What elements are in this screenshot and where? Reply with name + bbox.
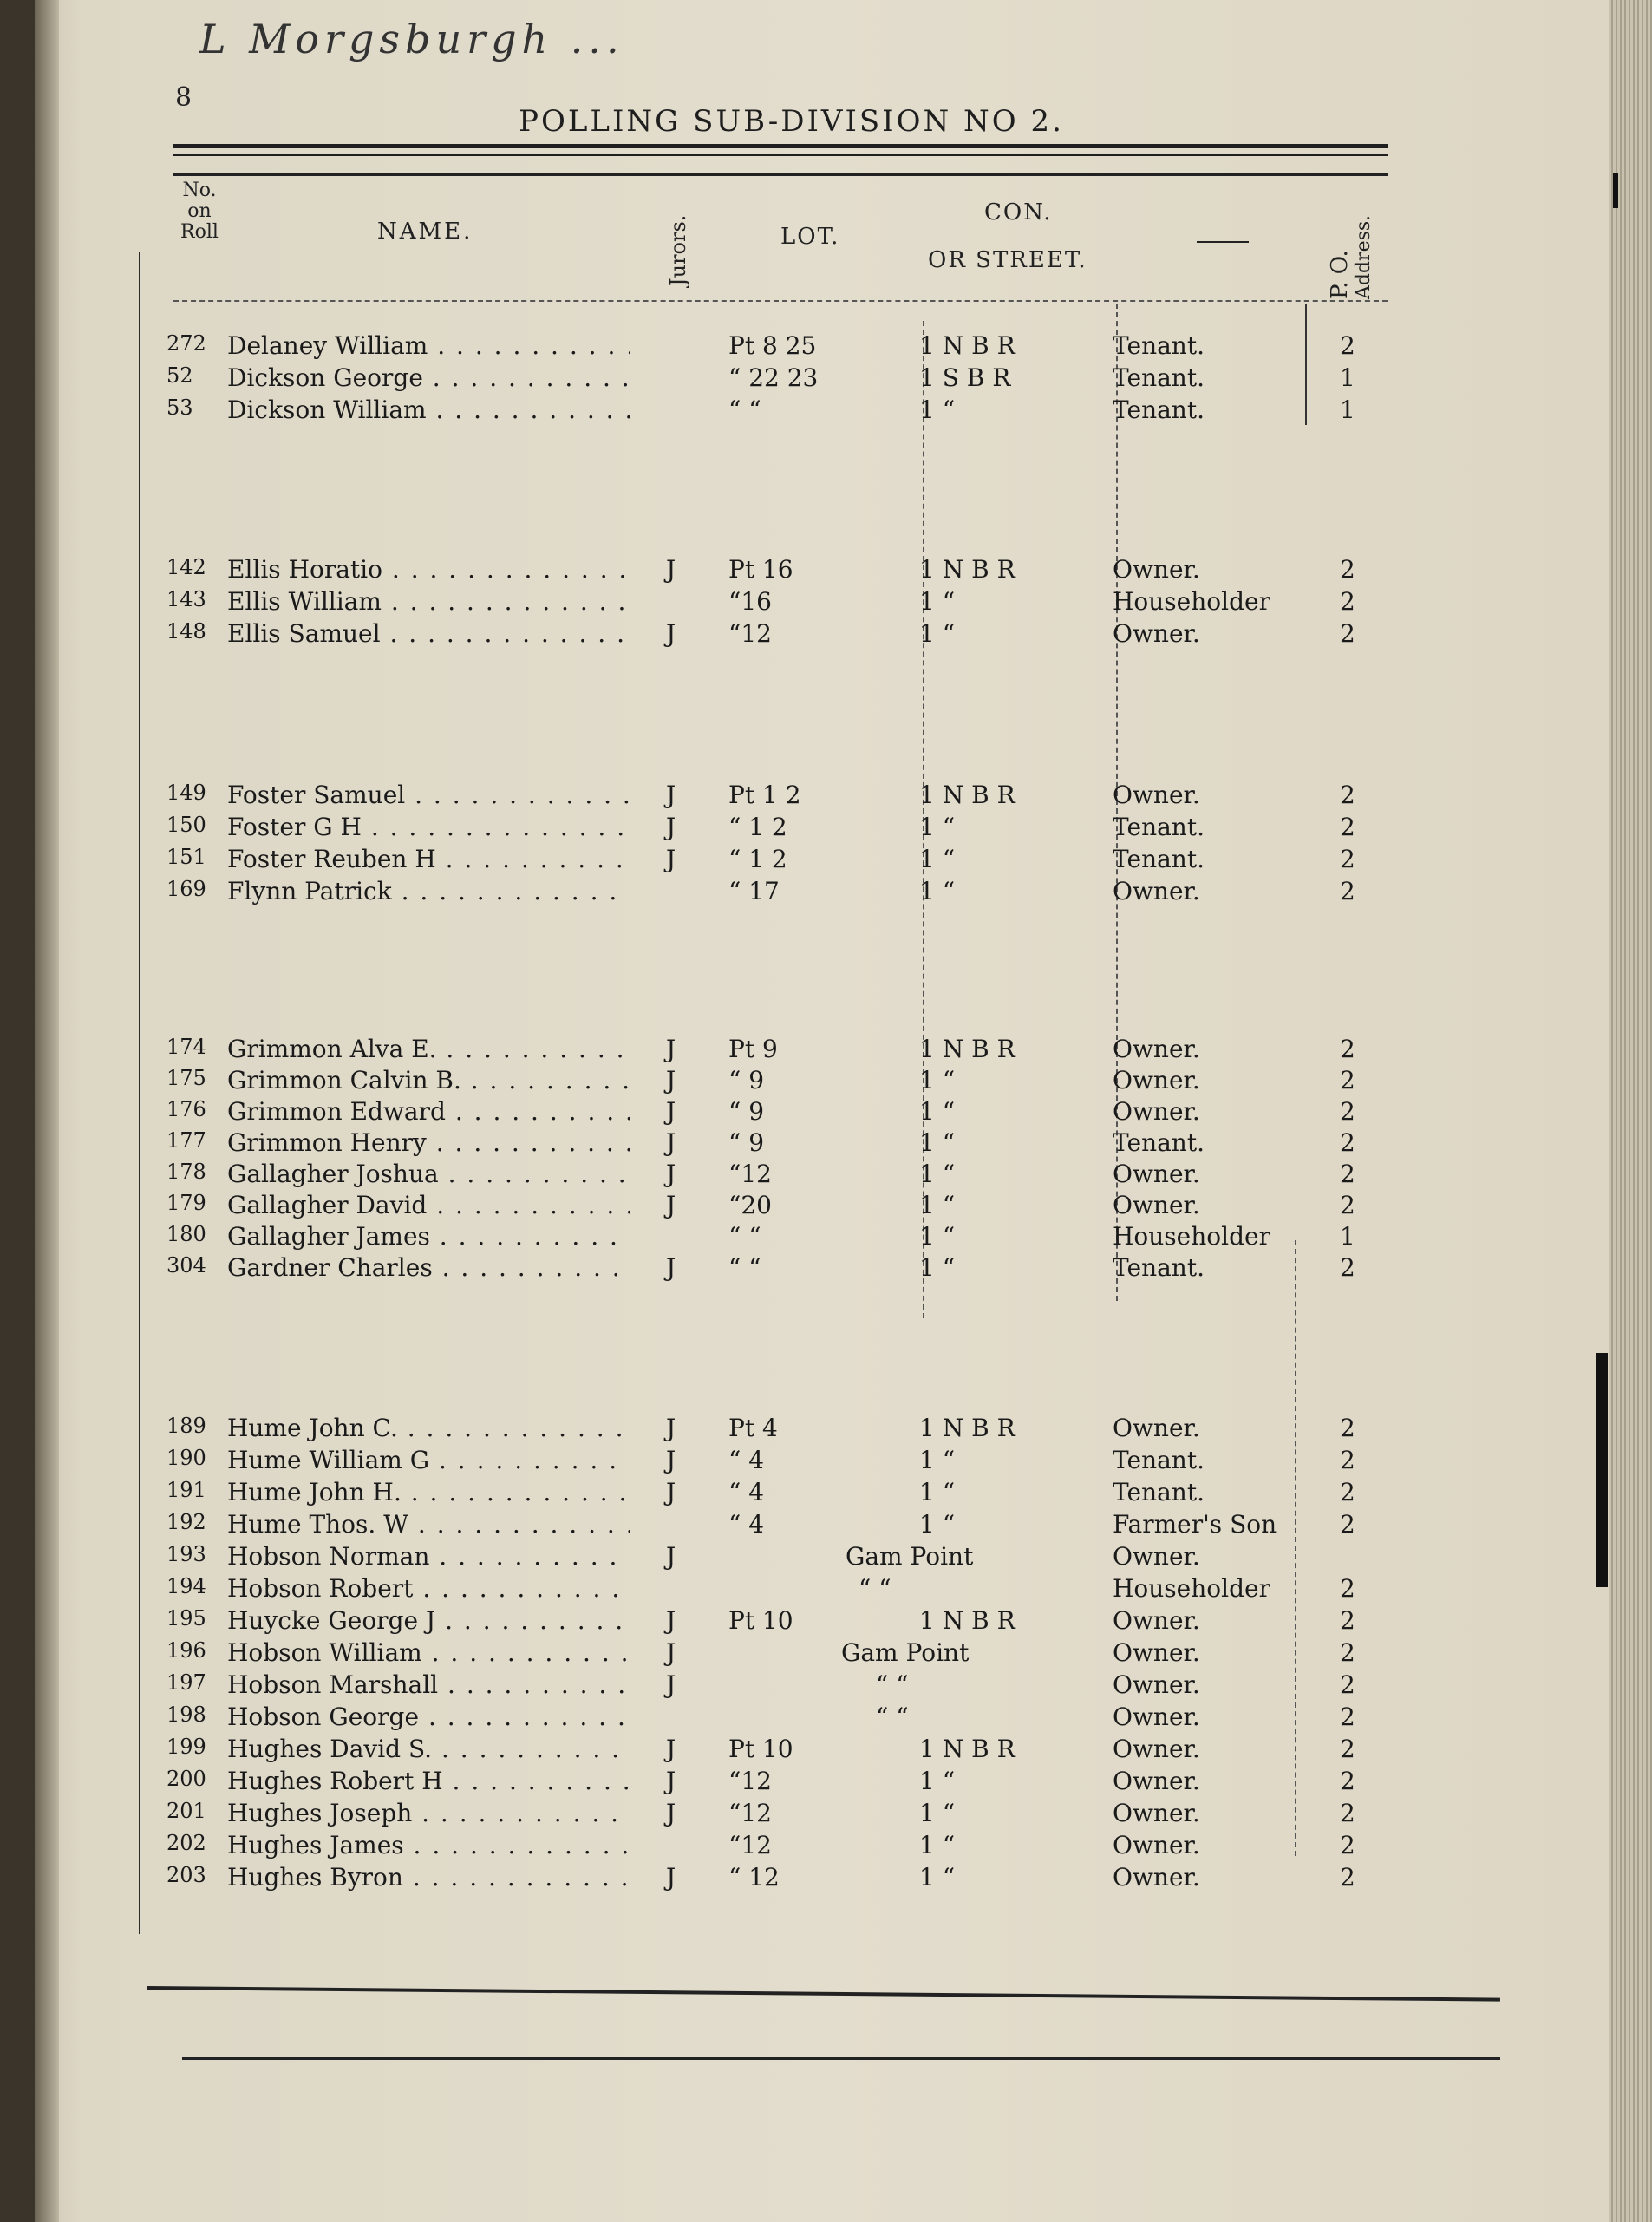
juror-mark: J [666,619,676,648]
concession: 1 “ [919,1831,956,1859]
po-address: 1 [1340,363,1355,392]
column-header-street: OR STREET. [928,247,1087,273]
voter-name: Foster Reuben H . . . [227,845,630,873]
roll-number: 149 [167,781,206,805]
roll-number: 53 [167,395,193,420]
po-address: 1 [1340,1222,1355,1251]
table-row [0,555,1583,586]
voter-name: Hobson Norman . . . [227,1542,630,1571]
juror-mark: J [666,1863,676,1892]
status: Owner. [1113,1702,1200,1731]
status: Owner. [1113,1606,1200,1635]
juror-mark: J [666,1799,676,1827]
concession: 1 “ [919,1799,956,1827]
status: Tenant. [1113,395,1205,424]
lot: Pt 10 [728,1606,793,1635]
po-address: 2 [1340,877,1355,905]
concession: Gam Point [841,1638,970,1667]
concession: 1 “ [919,845,956,873]
table-row [0,813,1583,844]
concession: 1 S B R [919,363,1011,392]
lot: Pt 4 [728,1414,778,1442]
table-row [0,877,1583,908]
status: Owner. [1113,1097,1200,1126]
concession: 1 “ [919,1253,956,1282]
status: Owner. [1113,1670,1200,1699]
concession: 1 “ [919,1222,956,1251]
lot: “ 1 2 [728,845,787,873]
page-edges [1609,0,1652,2222]
juror-mark: J [666,1670,676,1699]
table-row [0,619,1583,650]
table-row [0,587,1583,618]
po-address: 2 [1340,619,1355,648]
voter-name: Hobson George . . . [227,1702,630,1731]
roll-number: 203 [167,1863,206,1887]
lot: “ 4 [728,1510,765,1539]
table-row [0,1191,1583,1222]
status: Tenant. [1113,1128,1205,1157]
status: Owner. [1113,1767,1200,1795]
concession: 1 “ [919,877,956,905]
voter-name: Delaney William . . . [227,331,630,360]
table-row [0,1542,1583,1573]
voter-name: Grimmon Edward . . . [227,1097,630,1126]
column-header-roll: No. on Roll [180,180,219,243]
table-row [0,1702,1583,1734]
page-edge-mark [1613,173,1618,208]
roll-number: 304 [167,1253,206,1278]
concession: 1 “ [919,1097,956,1126]
status: Owner. [1113,1863,1200,1892]
voter-name: Hughes Byron . . . [227,1863,630,1892]
status: Owner. [1113,1035,1200,1063]
voter-name: Huycke George J . . . [227,1606,630,1635]
po-address: 2 [1340,1128,1355,1157]
lot: “ “ [728,1253,761,1282]
table-row [0,1574,1583,1605]
voter-name: Hobson Robert . . . [227,1574,630,1603]
lot: “ 9 [728,1097,765,1126]
po-address: 2 [1340,1510,1355,1539]
po-address: 2 [1340,1767,1355,1795]
concession: 1 N B R [919,1035,1015,1063]
juror-mark: J [666,1767,676,1795]
table-row [0,1066,1583,1097]
po-address: 2 [1340,1863,1355,1892]
roll-number: 193 [167,1542,206,1566]
lot: “ 1 2 [728,813,787,841]
voter-name: Gallagher James . . . [227,1222,630,1251]
table-row [0,1735,1583,1766]
po-address: 2 [1340,1160,1355,1188]
concession: 1 “ [919,587,956,616]
po-address: 2 [1340,1735,1355,1763]
roll-number: 201 [167,1799,206,1823]
lot: Pt 9 [728,1035,778,1063]
roll-number: 143 [167,587,206,611]
po-address: 2 [1340,587,1355,616]
lot: “12 [728,619,772,648]
concession: “ “ [876,1702,909,1731]
po-address: 2 [1340,1799,1355,1827]
table-row [0,1446,1583,1477]
concession: 1 N B R [919,331,1015,360]
roll-number: 180 [167,1222,206,1246]
status: Tenant. [1113,331,1205,360]
roll-number: 176 [167,1097,206,1121]
roll-number: 142 [167,555,206,579]
table-row [0,1767,1583,1798]
table-row [0,363,1583,395]
table-row [0,845,1583,876]
juror-mark: J [666,1160,676,1188]
roll-number: 190 [167,1446,206,1470]
roll-number: 148 [167,619,206,644]
voter-name: Ellis Samuel . . . [227,619,630,648]
status: Owner. [1113,781,1200,809]
voter-name: Flynn Patrick . . . [227,877,630,905]
voter-name: Hume William G . . . [227,1446,630,1474]
voter-name: Foster G H . . . [227,813,630,841]
status: Owner. [1113,877,1200,905]
concession: 1 “ [919,1863,956,1892]
voter-name: Dickson William . . . [227,395,630,424]
po-address: 2 [1340,1478,1355,1506]
roll-number: 150 [167,813,206,837]
header-bottom-rule [173,300,1388,303]
po-address: 2 [1340,1606,1355,1635]
voter-name: Foster Samuel . . . [227,781,630,809]
po-address: 2 [1340,1253,1355,1282]
juror-mark: J [666,1253,676,1282]
concession: 1 “ [919,1066,956,1095]
status: Tenant. [1113,1253,1205,1282]
juror-mark: J [666,1446,676,1474]
voter-name: Ellis William . . . [227,587,630,616]
roll-number: 272 [167,331,206,356]
voter-name: Hughes James . . . [227,1831,630,1859]
status: Owner. [1113,1160,1200,1188]
lot: “12 [728,1160,772,1188]
roll-number: 198 [167,1702,206,1727]
status: Owner. [1113,1799,1200,1827]
lot: “20 [728,1191,772,1219]
juror-mark: J [666,1606,676,1635]
juror-mark: J [666,1191,676,1219]
concession: 1 N B R [919,1735,1015,1763]
status: Tenant. [1113,1478,1205,1506]
roll-number: 199 [167,1735,206,1759]
status: Householder [1113,587,1270,616]
po-address: 2 [1340,1191,1355,1219]
status: Owner. [1113,555,1200,584]
column-header-po: P. O. [1327,250,1353,299]
table-row [0,1863,1583,1894]
lot: “12 [728,1799,772,1827]
concession: 1 “ [919,1160,956,1188]
table-row [0,1222,1583,1253]
voter-name: Hobson Marshall . . . [227,1670,630,1699]
lot: “ 22 23 [728,363,819,392]
status: Owner. [1113,1066,1200,1095]
po-address: 2 [1340,1066,1355,1095]
lot: “ 4 [728,1478,765,1506]
juror-mark: J [666,1478,676,1506]
po-address: 2 [1340,1097,1355,1126]
roll-number: 179 [167,1191,206,1215]
juror-mark: J [666,1735,676,1763]
juror-mark: J [666,1035,676,1063]
concession: Gam Point [846,1542,974,1571]
concession: 1 N B R [919,1414,1015,1442]
po-address: 2 [1340,1670,1355,1699]
po-address: 1 [1340,395,1355,424]
voter-name: Hume John H. . . . [227,1478,630,1506]
roll-number: 191 [167,1478,206,1502]
lot: “ 4 [728,1446,765,1474]
lot: Pt 16 [728,555,793,584]
column-header-lot: LOT. [780,224,840,250]
voter-name: Dickson George . . . [227,363,630,392]
header-rule [173,173,1388,176]
lot: “ 9 [728,1128,765,1157]
roll-number: 194 [167,1574,206,1598]
concession: “ “ [876,1670,909,1699]
table-row [0,1799,1583,1830]
table-row [0,1606,1583,1637]
handwritten-note: L Morgsburgh ... [199,16,624,62]
juror-mark: J [666,1066,676,1095]
juror-mark: J [666,1128,676,1157]
roll-number: 200 [167,1767,206,1791]
po-address: 2 [1340,1035,1355,1063]
roll-number: 151 [167,845,206,869]
column-header-status-dash [1197,241,1249,243]
lot: Pt 8 25 [728,331,817,360]
status: Owner. [1113,1831,1200,1859]
table-row [0,331,1583,363]
roll-number: 196 [167,1638,206,1663]
po-address: 2 [1340,781,1355,809]
concession: 1 N B R [919,781,1015,809]
concession: 1 “ [919,1446,956,1474]
status: Owner. [1113,1191,1200,1219]
column-header-name: NAME. [377,219,473,245]
voter-name: Hume Thos. W . . . [227,1510,630,1539]
po-address: 2 [1340,555,1355,584]
voter-name: Hobson William . . . [227,1638,630,1667]
juror-mark: J [666,781,676,809]
status: Tenant. [1113,813,1205,841]
roll-number: 192 [167,1510,206,1534]
po-address: 2 [1340,1638,1355,1667]
concession: 1 N B R [919,1606,1015,1635]
po-address: 2 [1340,1446,1355,1474]
concession: 1 “ [919,619,956,648]
juror-mark: J [666,845,676,873]
lot: “ “ [728,395,761,424]
lot: “ 17 [728,877,780,905]
table-row [0,1253,1583,1284]
concession: 1 “ [919,813,956,841]
voter-name: Hughes David S. . . . [227,1735,630,1763]
status: Farmer's Son [1113,1510,1277,1539]
status: Owner. [1113,1638,1200,1667]
table-row [0,1160,1583,1191]
table-row [0,395,1583,427]
concession: 1 “ [919,1510,956,1539]
column-header-address: Address. [1353,214,1374,299]
concession: 1 “ [919,1191,956,1219]
status: Owner. [1113,619,1200,648]
table-row [0,1510,1583,1541]
juror-mark: J [666,813,676,841]
voter-name: Gallagher Joshua . . . [227,1160,630,1188]
roll-number: 178 [167,1160,206,1184]
table-row [0,1478,1583,1509]
concession: “ “ [859,1574,891,1603]
status: Householder [1113,1574,1270,1603]
roll-number: 169 [167,877,206,901]
juror-mark: J [666,555,676,584]
status: Tenant. [1113,1446,1205,1474]
voter-name: Grimmon Henry . . . [227,1128,630,1157]
lot: “ 9 [728,1066,765,1095]
lot: “12 [728,1767,772,1795]
table-row [0,1638,1583,1670]
concession: 1 “ [919,1767,956,1795]
voter-name: Hume John C. . . . [227,1414,630,1442]
roll-number: 195 [167,1606,206,1631]
page-edge-mark [1596,1353,1608,1587]
bottom-rule-thin [182,2057,1500,2060]
voter-name: Gallagher David . . . [227,1191,630,1219]
page-number: 8 [175,82,193,113]
table-row [0,1128,1583,1160]
concession: 1 “ [919,1478,956,1506]
concession: 1 “ [919,1128,956,1157]
lot: Pt 1 2 [728,781,801,809]
po-address: 2 [1340,331,1355,360]
roll-number: 52 [167,363,193,388]
roll-number: 189 [167,1414,206,1438]
concession: 1 N B R [919,555,1015,584]
juror-mark: J [666,1638,676,1667]
voter-name: Hughes Joseph . . . [227,1799,630,1827]
juror-mark: J [666,1414,676,1442]
voter-name: Hughes Robert H . . . [227,1767,630,1795]
table-row [0,1831,1583,1862]
lot: “16 [728,587,772,616]
status: Householder [1113,1222,1270,1251]
roll-number: 197 [167,1670,206,1695]
voter-name: Gardner Charles . . . [227,1253,630,1282]
po-address: 2 [1340,1702,1355,1731]
roll-number: 175 [167,1066,206,1090]
column-header-con: CON. [984,199,1053,225]
po-address: 2 [1340,1414,1355,1442]
status: Owner. [1113,1414,1200,1442]
lot: “12 [728,1831,772,1859]
status: Tenant. [1113,363,1205,392]
juror-mark: J [666,1542,676,1571]
table-row [0,1414,1583,1445]
status: Owner. [1113,1542,1200,1571]
roll-number: 202 [167,1831,206,1855]
title-rule-thick [173,144,1388,148]
voter-name: Ellis Horatio . . . [227,555,630,584]
table-row [0,1097,1583,1128]
lot: “ 12 [728,1863,780,1892]
roll-number: 177 [167,1128,206,1153]
po-address: 2 [1340,813,1355,841]
concession: 1 “ [919,395,956,424]
po-address: 2 [1340,1574,1355,1603]
page-title: POLLING SUB-DIVISION NO 2. [519,104,1064,139]
po-address: 2 [1340,1831,1355,1859]
lot: “ “ [728,1222,761,1251]
table-row [0,1670,1583,1702]
status: Tenant. [1113,845,1205,873]
status: Owner. [1113,1735,1200,1763]
lot: Pt 10 [728,1735,793,1763]
title-rule-thin [173,154,1388,156]
voter-name: Grimmon Alva E. . . . [227,1035,630,1063]
roll-number: 174 [167,1035,206,1059]
table-row [0,781,1583,812]
juror-mark: J [666,1097,676,1126]
voter-name: Grimmon Calvin B. . . . [227,1066,630,1095]
po-address: 2 [1340,845,1355,873]
table-row [0,1035,1583,1066]
column-header-jurors: Jurors. [666,214,690,286]
